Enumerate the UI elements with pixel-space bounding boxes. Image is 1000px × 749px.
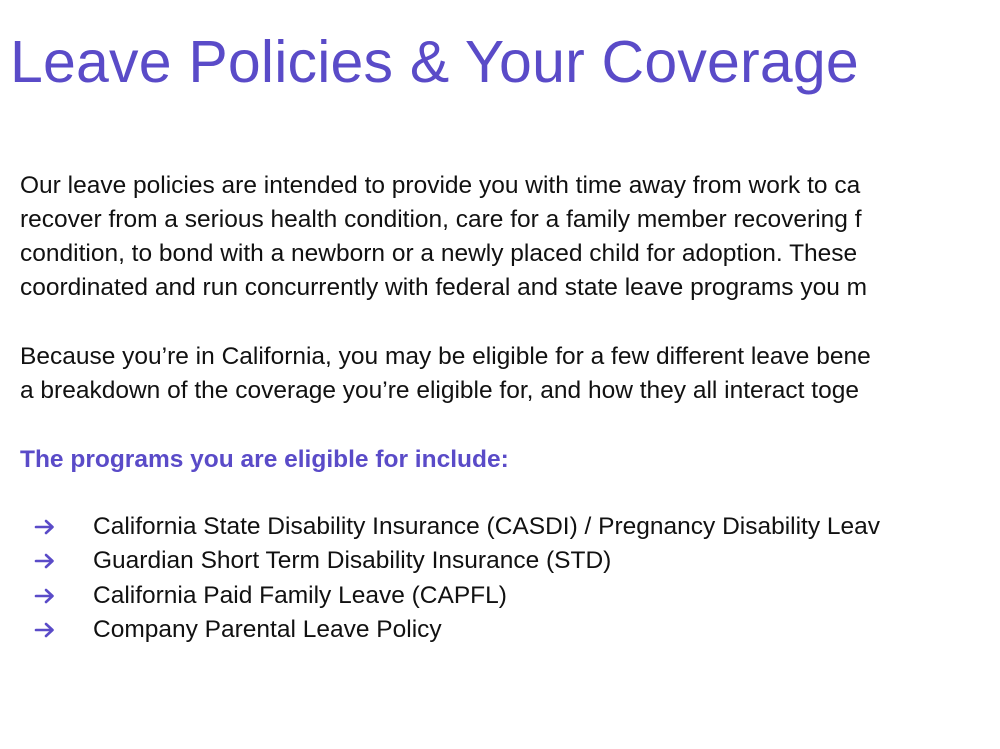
- arrow-right-icon: [34, 621, 56, 639]
- intro-line: recover from a serious health condition, care for a family member recovering f: [20, 206, 862, 233]
- arrow-right-icon: [34, 518, 56, 536]
- intro-line: coordinated and run concurrently with federal and state leave programs you m: [20, 274, 868, 301]
- program-label: Company Parental Leave Policy: [93, 615, 442, 643]
- intro-line: condition, to bond with a newborn or a newly placed child for adoption. These: [20, 240, 858, 267]
- page-title: Leave Policies & Your Coverage: [10, 29, 859, 95]
- programs-heading: The programs you are eligible for include:: [20, 446, 509, 473]
- arrow-right-icon: [34, 552, 56, 570]
- program-label: California Paid Family Leave (CAPFL): [93, 581, 507, 609]
- program-label: California State Disability Insurance (CASDI) / Pregnancy Disability Leav: [93, 513, 881, 540]
- intro-line: Our leave policies are intended to provide you with time away from work to ca: [20, 172, 861, 199]
- california-paragraph: [20, 340, 871, 408]
- california-line: a breakdown of the coverage you’re eligible for, and how they all interact toge: [20, 377, 859, 404]
- arrow-right-icon: [34, 587, 56, 605]
- california-line: Because you’re in California, you may be eligible for a few different leave bene: [20, 343, 871, 370]
- intro-paragraph: [20, 169, 867, 305]
- program-label: Guardian Short Term Disability Insurance (STD): [93, 547, 612, 575]
